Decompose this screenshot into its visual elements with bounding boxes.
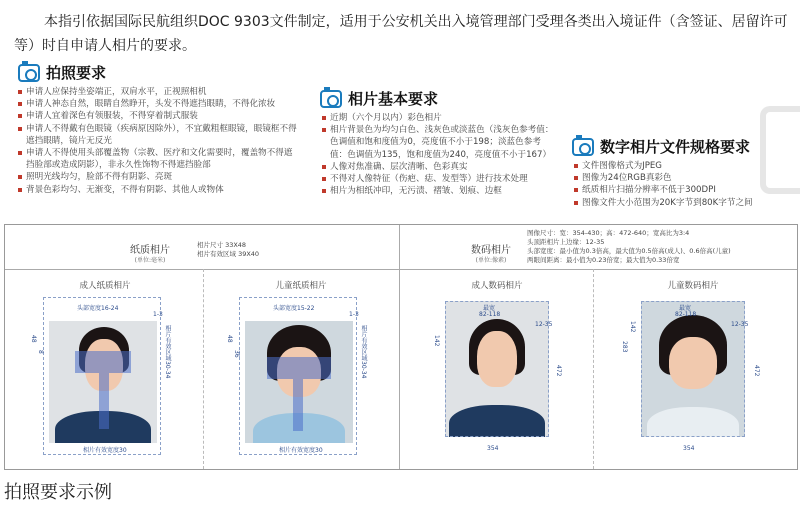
- adult-paper-side-label: 相片有效区域30-34: [164, 325, 171, 379]
- spec-line: 图像尺寸：宽：354-430；高：472-640；宽高比为3:4: [527, 229, 690, 237]
- adult-digital-outline: [445, 301, 549, 437]
- decorative-camera-icon: [760, 106, 800, 194]
- basic-requirements-list: [322, 112, 554, 197]
- list-item: 纸质相片扫描分辨率不低于300DPI: [574, 184, 774, 196]
- list-item: 图像为24位RGB真彩色: [574, 172, 774, 184]
- camera-icon: [572, 138, 594, 156]
- adult-paper-title: 成人纸质相片: [79, 281, 131, 291]
- child-digital-gap-label: 12-35: [731, 321, 749, 328]
- adult-paper-height-label: 48: [30, 335, 37, 343]
- adult-paper-left-label: 8: [37, 350, 44, 354]
- adult-digital-width-label: 354: [487, 445, 499, 452]
- child-paper-left-label: 36: [233, 350, 240, 358]
- digital-block-title: 数码相片: [471, 245, 511, 256]
- child-digital-left2-label: 283: [621, 341, 628, 353]
- section-basic-label: 相片基本要求: [348, 90, 439, 108]
- digital-requirements-list: [574, 160, 774, 209]
- paper-spec: [197, 241, 387, 259]
- child-digital-title: 儿童数码相片: [667, 281, 719, 291]
- adult-paper-bottom-label: 相片有效宽度30: [83, 447, 127, 454]
- child-digital-top-label: 82-118: [675, 311, 697, 318]
- child-paper-title: 儿童纸质相片: [275, 281, 327, 291]
- spec-line: 两眼间距离：最小值为0.23倍宽；最大值为0.33倍宽: [527, 256, 680, 264]
- digital-spec: [527, 229, 797, 265]
- child-digital-height-label: 472: [753, 365, 760, 377]
- list-item: 申请人应保持坐姿端正，双肩水平，正视照相机: [18, 86, 300, 98]
- list-item: 申请人宜着深色有领服装，不得穿着制式服装: [18, 110, 300, 122]
- adult-paper-top-label: 头部宽度16-24: [77, 305, 119, 312]
- adult-digital-top-title: 最宽: [483, 305, 496, 312]
- adult-digital-height-label: 472: [555, 365, 562, 377]
- list-item: 不得对人像特征（伤疤、痣、发型等）进行技术处理: [322, 173, 554, 185]
- column-divider: [203, 269, 204, 469]
- list-item: 相片背景色为均匀白色、浅灰色或淡蓝色（浅灰色参考值：色调值和饱和度值为0，亮度值不小于198；淡蓝色参考值：色调值为135，饱和度值为240，亮度值不小于167）: [322, 124, 554, 161]
- spec-line: 相片尺寸 33X48: [197, 241, 247, 249]
- list-item: 照明光线均匀，脸部不得有阴影、亮斑: [18, 171, 300, 183]
- spec-line: 头部宽度：最小值为0.3倍高，最大值为0.5倍高(成人)、0.6倍高(儿童): [527, 247, 731, 255]
- section-digital-label: 数字相片文件规格要求: [600, 138, 751, 156]
- page-caption: 拍照要求示例: [4, 482, 112, 503]
- header-divider: [5, 269, 797, 270]
- shoot-requirements-list: [18, 86, 300, 196]
- section-shoot-title: [18, 62, 106, 83]
- paper-block-unit: (单位:毫米): [134, 257, 166, 264]
- section-basic-title: [320, 88, 438, 109]
- digital-block-unit: (单位:像素): [475, 257, 507, 264]
- list-item: 申请人不得使用头部覆盖物（宗教、医疗和文化需要时，覆盖物不得遮挡脸部或造成阴影），非永久性饰物不得遮挡脸部: [18, 147, 300, 171]
- section-shoot-label: 拍照要求: [46, 64, 107, 82]
- section-digital-title: [572, 136, 750, 157]
- child-paper-photo: [245, 321, 353, 443]
- list-item: 文件图像格式为JPEG: [574, 160, 774, 172]
- measure-overlay: [99, 373, 109, 429]
- child-digital-width-label: 354: [683, 445, 695, 452]
- list-item: 图像文件大小范围为20K字节到80K字节之间: [574, 197, 774, 209]
- child-paper-top-label: 头部宽度15-22: [273, 305, 315, 312]
- measure-overlay: [267, 357, 331, 379]
- column-divider: [593, 269, 594, 469]
- adult-paper-photo: [49, 321, 157, 443]
- measure-overlay: [293, 379, 303, 431]
- list-item: 近期（六个月以内）彩色相片: [322, 112, 554, 124]
- child-digital-outline: [641, 301, 745, 437]
- adult-paper-right-label: 1-3: [153, 311, 163, 318]
- list-item: 背景色彩均匀、无渐变，不得有阴影、其他人或物体: [18, 184, 300, 196]
- adult-digital-gap-label: 12-35: [535, 321, 553, 328]
- adult-digital-left-label: 142: [433, 335, 440, 347]
- list-item: 申请人不得戴有色眼镜（疾病原因除外），不宜戴粗框眼镜，眼镜框不得遮挡眼睛，镜片无反光: [18, 123, 300, 147]
- child-paper-side-label: 相片有效区域30-34: [360, 325, 367, 379]
- intro-paragraph: 本指引依据国际民航组织DOC 9303文件制定，适用于公安机关出入境管理部门受理各类出入境证件（含签证、居留许可等）时自申请人相片的要求。: [14, 14, 788, 54]
- spec-line: 相片有效区域 39X40: [197, 250, 260, 258]
- examples-panel: [4, 224, 798, 470]
- adult-digital-top-label: 82-118: [479, 311, 501, 318]
- list-item: 申请人神态自然，眼睛自然睁开，头发不得遮挡眼睛，不得化浓妆: [18, 98, 300, 110]
- child-digital-top-title: 最宽: [679, 305, 692, 312]
- child-paper-right-label: 1-3: [349, 311, 359, 318]
- camera-icon: [320, 90, 342, 108]
- panel-divider: [399, 225, 400, 469]
- measure-overlay: [75, 351, 131, 373]
- spec-line: 头顶距相片上边缘：12-35: [527, 238, 605, 246]
- child-digital-left-label: 142: [629, 321, 636, 333]
- list-item: 相片为相纸冲印，无污渍、褶皱、划痕、边框: [322, 185, 554, 197]
- adult-digital-title: 成人数码相片: [471, 281, 523, 291]
- child-paper-bottom-label: 相片有效宽度30: [279, 447, 323, 454]
- child-paper-height-label: 48: [226, 335, 233, 343]
- list-item: 人像对焦准确、层次清晰、色彩真实: [322, 161, 554, 173]
- camera-icon: [18, 64, 40, 82]
- paper-block-title: 纸质相片: [130, 245, 170, 256]
